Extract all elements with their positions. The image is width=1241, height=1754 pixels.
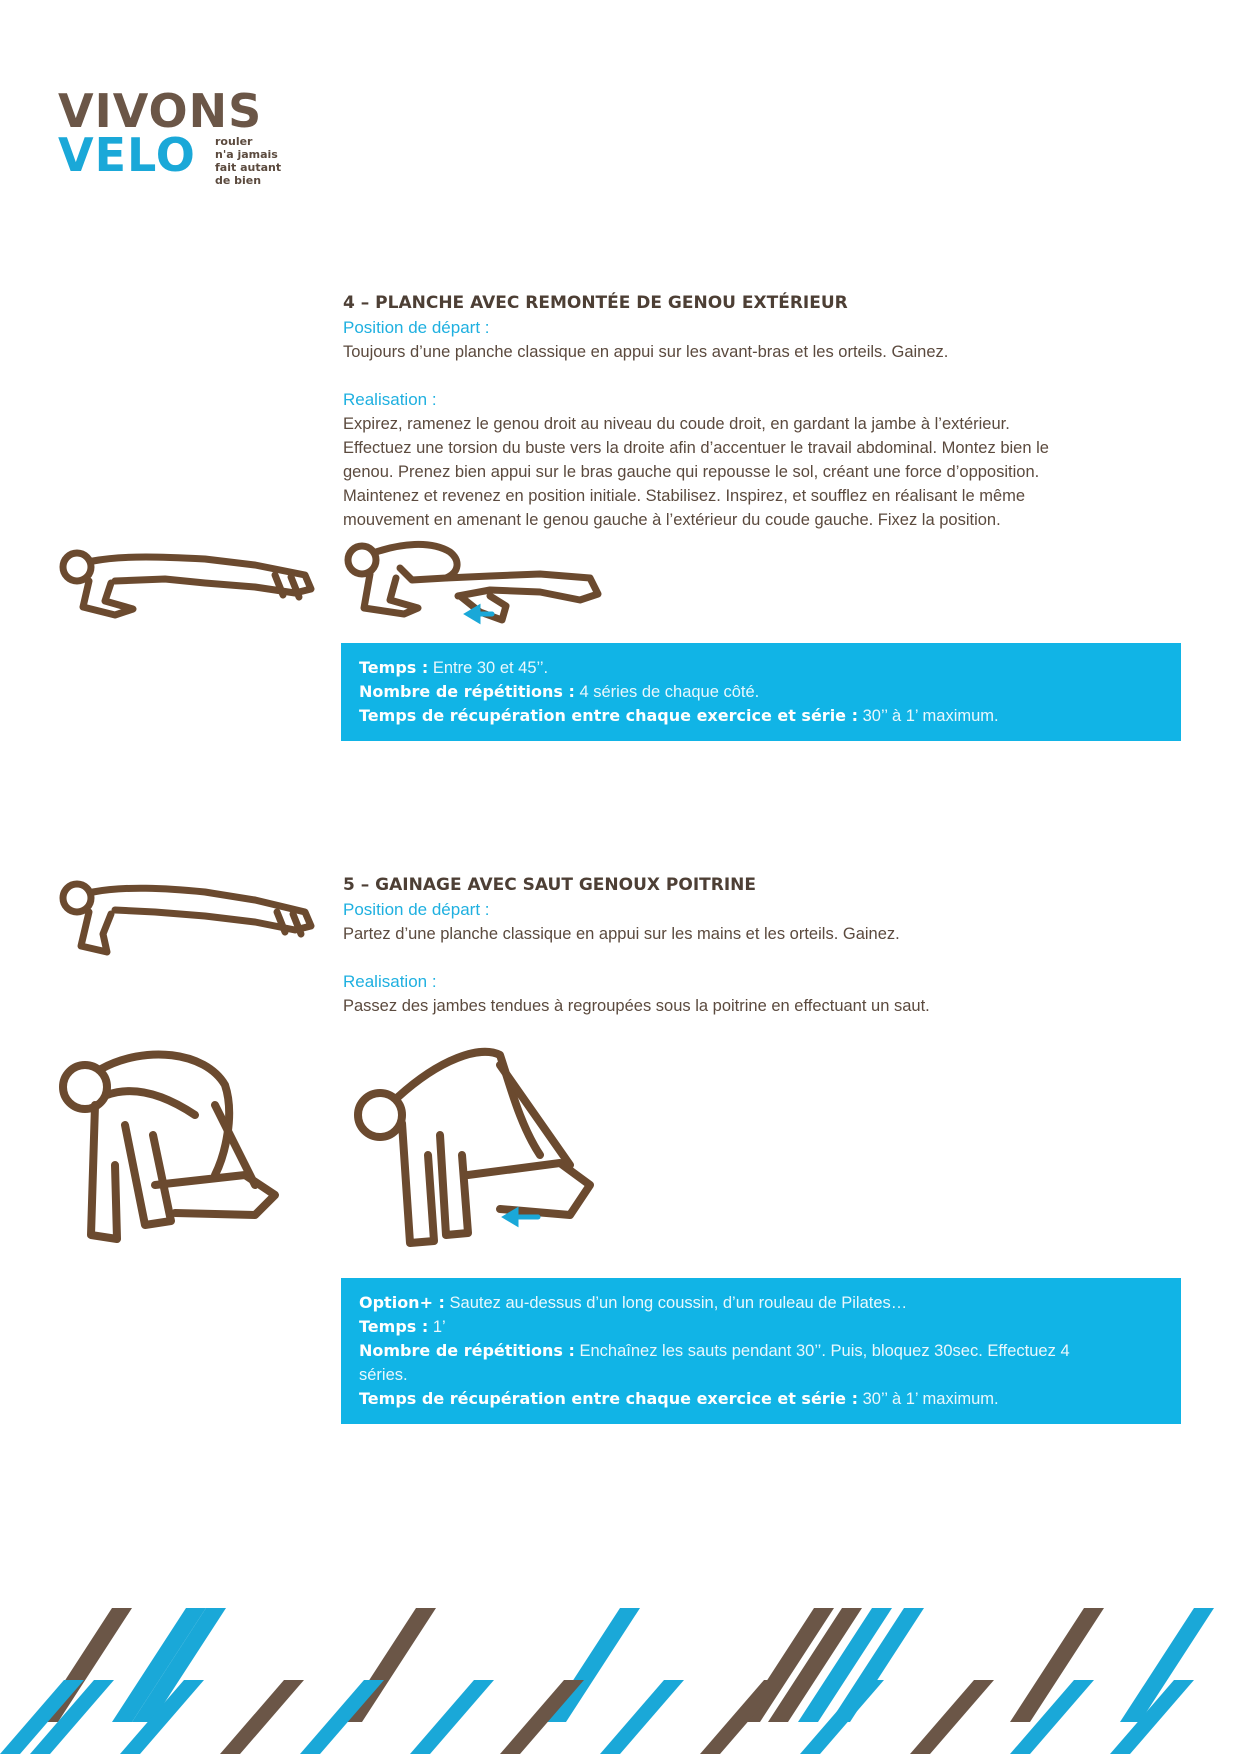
exercise-5-start-label: Position de départ : <box>343 900 490 919</box>
exercise-4-section <box>343 290 1183 532</box>
info-option <box>359 1291 1163 1315</box>
exercise-5-start-text: Partez d’une planche classique en appui sur les mains et les orteils. Gainez. <box>343 925 900 943</box>
crouch-figure-1 <box>55 1045 285 1245</box>
exercise-4-execution-line: Maintenez et revenez en position initiale. Stabilisez. Inspirez, et soufflez en réalisant le même <box>343 487 1026 505</box>
info-reps-value: 4 séries de chaque côté. <box>579 683 760 701</box>
brand-logo <box>58 84 298 198</box>
info-rest-label: Temps de récupération entre chaque exercice et série : <box>359 706 858 725</box>
logo-word-vivons: VIVONS <box>58 84 263 138</box>
info-rest-value: 30’’ à 1’ maximum. <box>862 1390 999 1408</box>
exercise-4-execution-line: Expirez, ramenez le genou droit au niveau du coude droit, en gardant la jambe à l’extérieur. <box>343 415 1010 433</box>
logo-tagline-line: fait autant <box>215 161 282 174</box>
logo-word-velo: VELO <box>58 128 196 182</box>
logo-tagline-line: rouler <box>215 135 253 148</box>
info-reps-continued: séries. <box>359 1366 408 1384</box>
decorative-stripes <box>0 1600 1241 1754</box>
info-reps <box>359 1339 1163 1363</box>
plank-hands-figure <box>55 872 325 962</box>
crouch-figure-2 <box>350 1045 610 1255</box>
logo-tagline-line: n'a jamais <box>215 148 278 161</box>
exercise-4-execution-label: Realisation : <box>343 390 437 409</box>
exercise-5-info-box <box>341 1278 1181 1424</box>
info-option-value: Sautez au-dessus d’un long coussin, d’un rouleau de Pilates… <box>449 1294 908 1312</box>
exercise-5-execution-label: Realisation : <box>343 972 437 991</box>
info-rest-label: Temps de récupération entre chaque exercice et série : <box>359 1389 858 1408</box>
exercise-4-title: 4 – PLANCHE AVEC REMONTÉE DE GENOU EXTÉRIEUR <box>343 293 848 313</box>
exercise-4-execution-line: genou. Prenez bien appui sur le bras gauche qui repousse le sol, créant une force d’opposition. <box>343 463 1040 481</box>
logo-tagline-line: de bien <box>215 174 262 187</box>
exercise-5-title: 5 – GAINAGE AVEC SAUT GENOUX POITRINE <box>343 875 756 895</box>
info-time-label: Temps : <box>359 658 429 677</box>
exercise-4-start-label: Position de départ : <box>343 318 490 337</box>
info-option-label: Option+ : <box>359 1293 445 1312</box>
plank-knee-to-elbow-figure <box>340 530 620 630</box>
info-time-value: Entre 30 et 45’’. <box>432 659 549 677</box>
info-reps-label: Nombre de répétitions : <box>359 1341 575 1360</box>
plank-forearms-figure <box>55 535 325 625</box>
info-reps-value: Enchaînez les sauts pendant 30’’. Puis, bloquez 30sec. Effectuez 4 <box>579 1342 1070 1360</box>
info-reps <box>359 680 1163 704</box>
logo-tagline <box>215 135 295 187</box>
info-time-value: 1’ <box>432 1318 446 1336</box>
info-rest <box>359 1387 1163 1411</box>
info-rest <box>359 704 1163 728</box>
info-reps-label: Nombre de répétitions : <box>359 682 575 701</box>
stripe-row-top <box>38 1608 1214 1722</box>
exercise-5-execution-text: Passez des jambes tendues à regroupées sous la poitrine en effectuant un saut. <box>343 997 930 1015</box>
exercise-5-section <box>343 872 1183 1018</box>
exercise-4-execution-line: mouvement en amenant le genou gauche à l’extérieur du coude gauche. Fixez la position. <box>343 511 1001 529</box>
info-time <box>359 1315 1163 1339</box>
exercise-4-start-text: Toujours d’une planche classique en appui sur les avant-bras et les orteils. Gainez. <box>343 343 949 361</box>
info-time <box>359 656 1163 680</box>
exercise-4-execution-line: Effectuez une torsion du buste vers la droite afin d’accentuer le travail abdominal. Montez bien le <box>343 439 1049 457</box>
info-rest-value: 30’’ à 1’ maximum. <box>862 707 999 725</box>
info-time-label: Temps : <box>359 1317 429 1336</box>
exercise-4-info-box <box>341 643 1181 741</box>
